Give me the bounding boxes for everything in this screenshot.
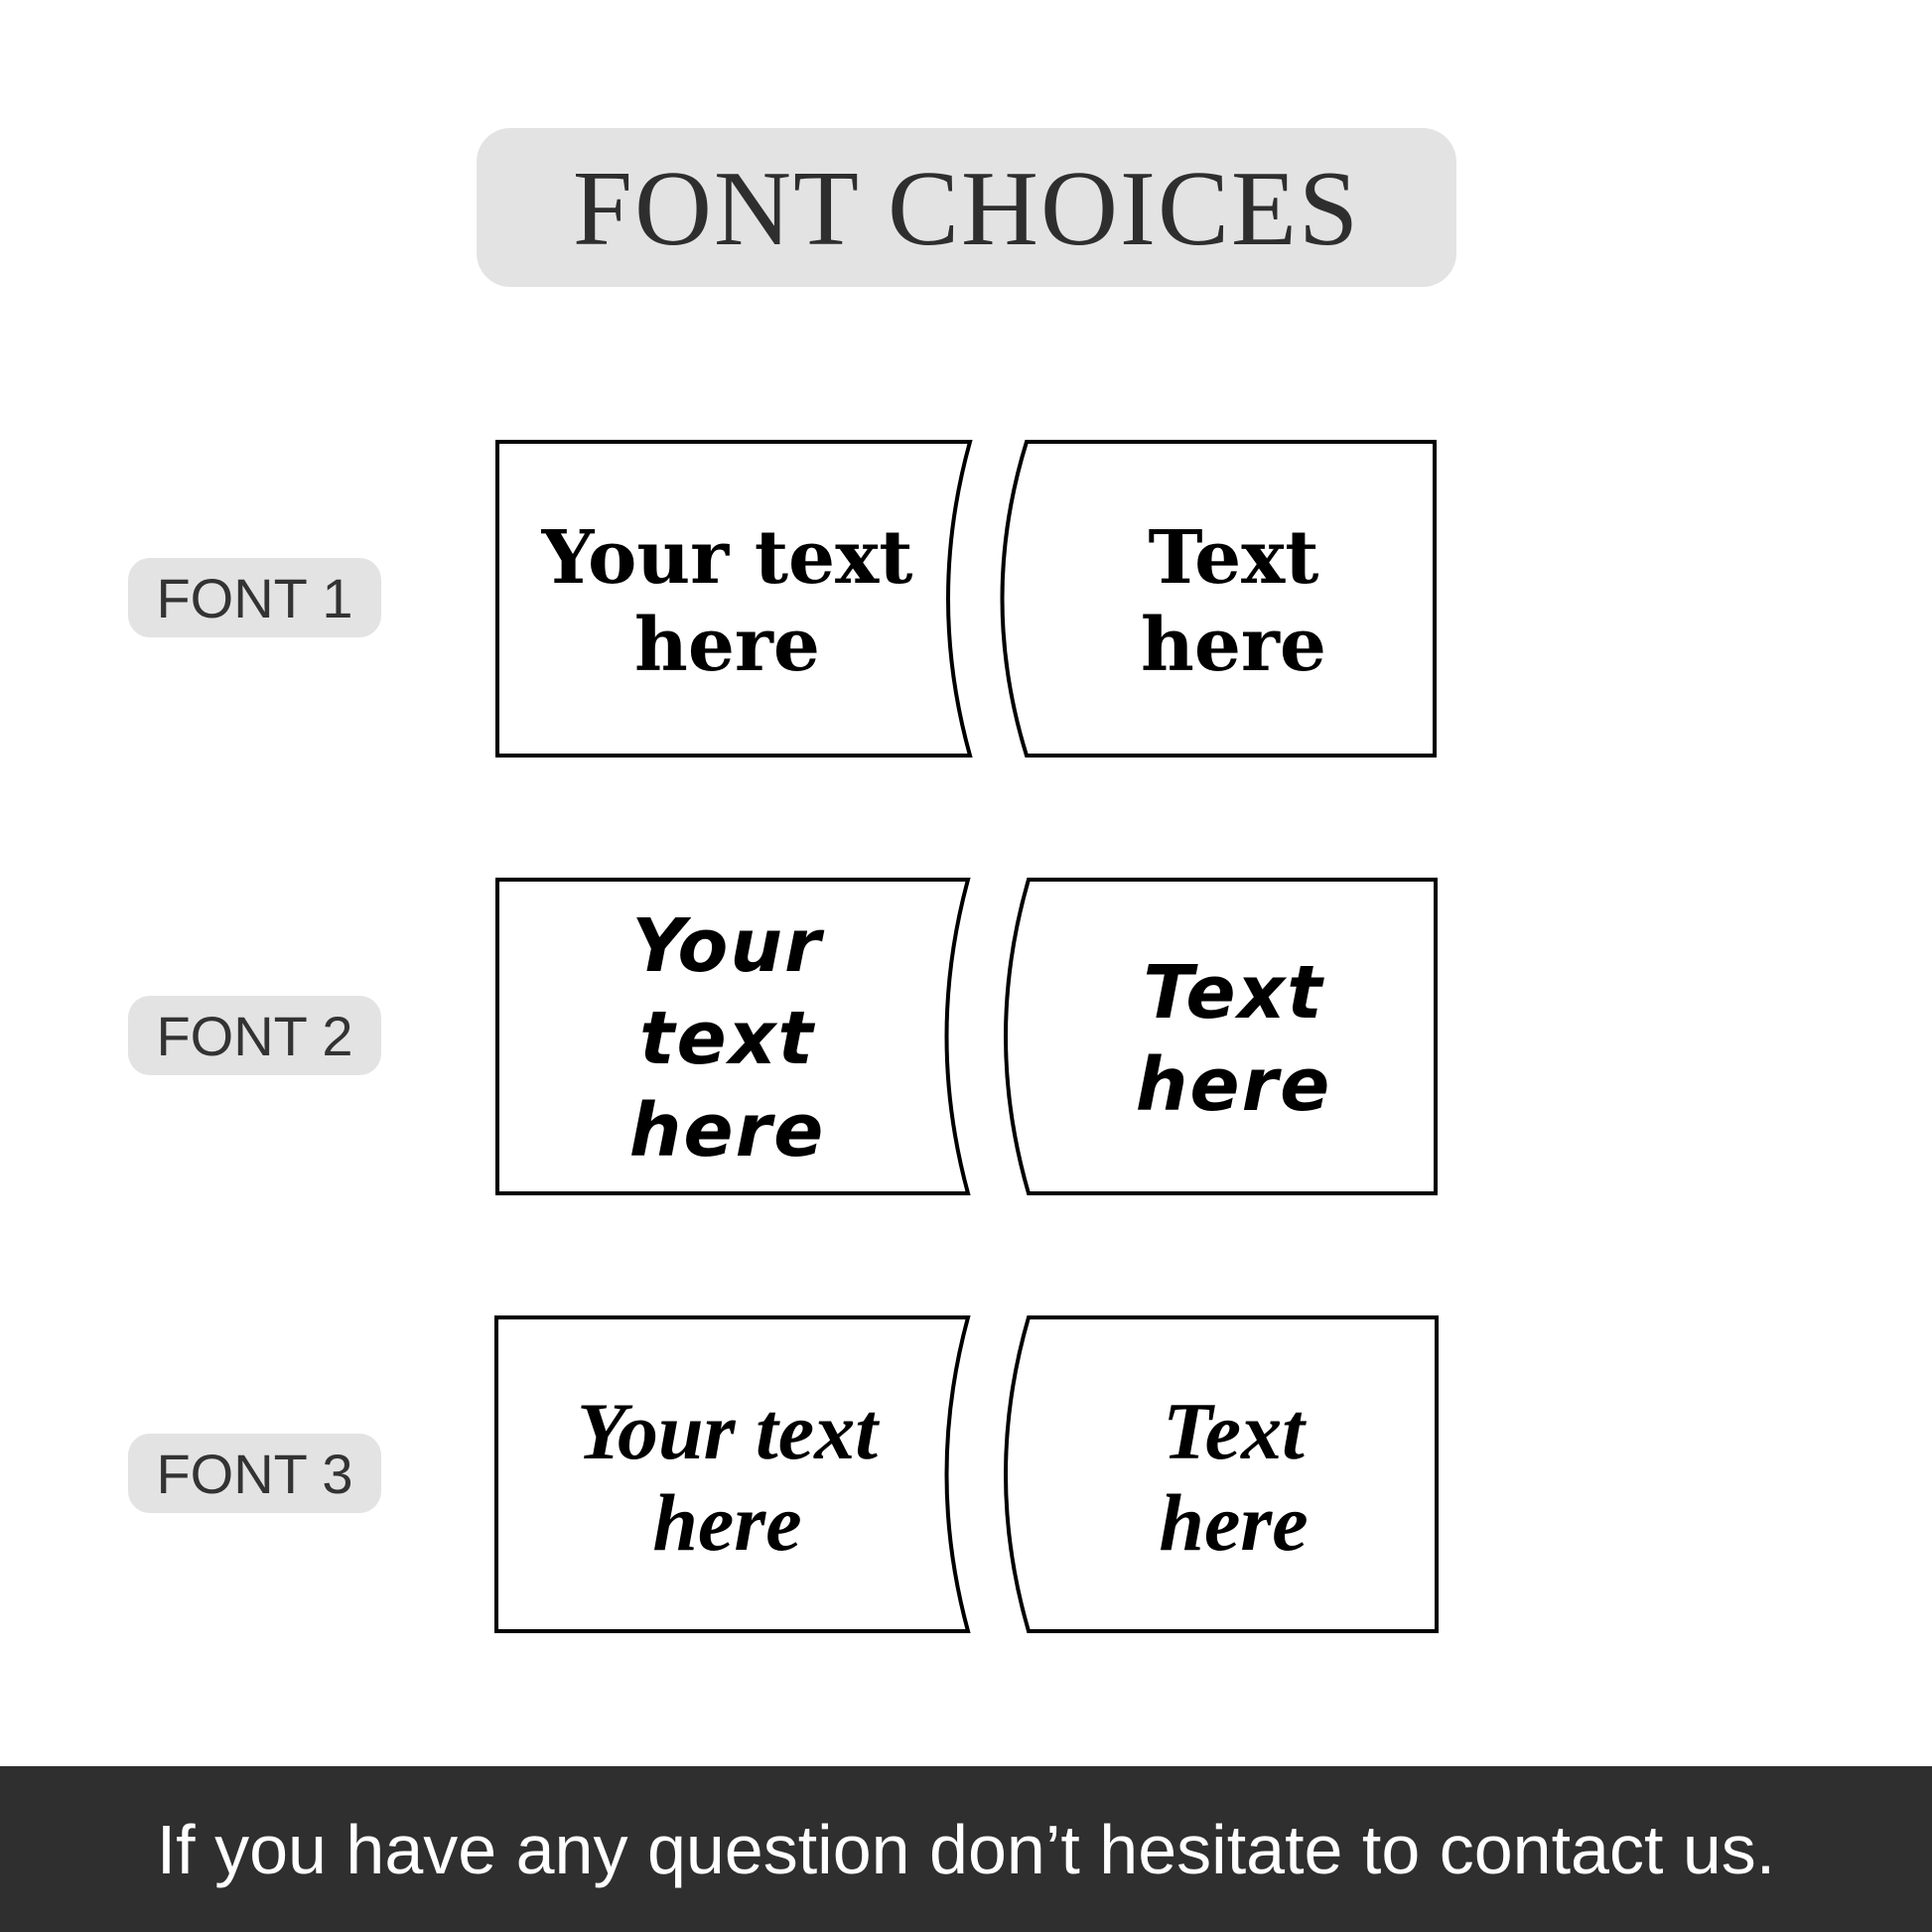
font-3-frames xyxy=(0,1315,1932,1638)
font-2-sample-left xyxy=(501,878,953,1200)
font-3-left-line-2: here xyxy=(652,1476,802,1568)
font-1-left-line-2: here xyxy=(634,602,820,688)
font-2-left-line-3: here xyxy=(628,1088,826,1173)
font-1-sample-left xyxy=(501,440,953,762)
font-2-right-line-2: here xyxy=(1135,1041,1332,1128)
footer-message: If you have any question don’t hesitate to contact us. xyxy=(156,1810,1776,1888)
font-1-frames xyxy=(0,440,1932,762)
font-3-sample-left xyxy=(501,1315,953,1638)
font-2-row xyxy=(0,878,1932,1200)
font-2-sample-right xyxy=(1023,878,1445,1200)
font-1-right-line-2: here xyxy=(1141,602,1326,688)
font-2-right-line-1: Text xyxy=(1143,949,1324,1035)
font-3-row xyxy=(0,1315,1932,1638)
font-3-right-line-2: here xyxy=(1159,1476,1309,1568)
font-1-right-line-1: Text xyxy=(1148,514,1319,601)
title-banner xyxy=(477,128,1456,287)
font-2-label: FONT 2 xyxy=(128,996,381,1075)
font-2-left-line-1: Your xyxy=(631,903,823,989)
page-title: FONT CHOICES xyxy=(572,150,1361,268)
font-3-sample-right xyxy=(1023,1315,1445,1638)
font-3-left-line-1: Your text xyxy=(577,1385,878,1476)
font-2-frames xyxy=(0,878,1932,1200)
font-1-sample-right xyxy=(1023,440,1445,762)
font-1-label: FONT 1 xyxy=(128,558,381,637)
font-3-label: FONT 3 xyxy=(128,1434,381,1513)
font-2-left-line-2: text xyxy=(639,996,815,1081)
font-1-row xyxy=(0,440,1932,762)
font-1-left-line-1: Your text xyxy=(541,514,913,601)
font-3-right-line-1: Text xyxy=(1163,1385,1305,1476)
footer-bar xyxy=(0,1766,1932,1932)
